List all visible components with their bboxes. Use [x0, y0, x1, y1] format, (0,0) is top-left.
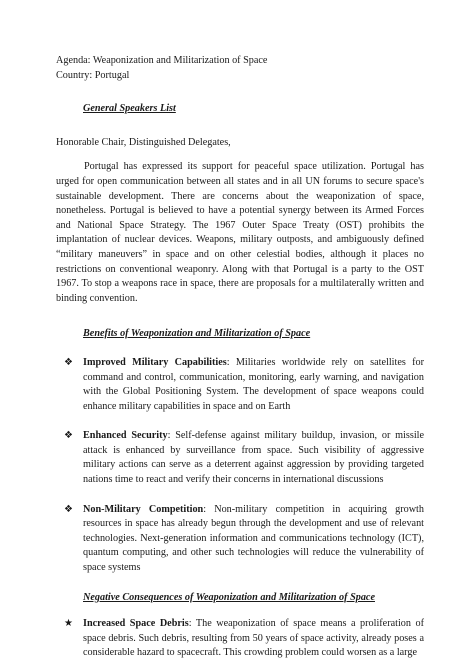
benefits-list	[56, 356, 424, 576]
negative-text: : The weaponization of space means a proliferation of space debris. Such debris, resulting from 50 years of space activity, already poses a considerable hazard to spacecraft. This crowding problem could worsen as a large	[83, 618, 424, 659]
benefit-item-enhanced-security	[56, 429, 424, 487]
country-line: Country: Portugal	[56, 69, 130, 81]
star-bullet-icon: ★	[64, 618, 73, 630]
benefit-title: Non-Military Competition	[83, 503, 204, 515]
benefits-heading: Benefits of Weaponization and Militarization of Space	[83, 328, 311, 340]
benefit-item-military-capabilities	[56, 356, 424, 414]
negatives-list	[56, 617, 424, 661]
benefit-item-non-military-competition	[56, 503, 424, 576]
diamond-bullet-icon: ❖	[64, 503, 73, 515]
agenda-line: Agenda: Weaponization and Militarization of Space	[56, 55, 268, 66]
negatives-heading: Negative Consequences of Weaponization and Militarization of Space	[83, 591, 375, 603]
benefit-text: : Non-military competition in acquiring growth resources in space has already begun through the development and use of relevant technologies. Next-generation information and communications technology (ICT), quantum computing, and other such technologies will reduce the vulnerability of space systems	[83, 503, 424, 574]
diamond-bullet-icon: ❖	[64, 430, 73, 442]
benefit-title: Enhanced Security	[83, 430, 168, 442]
intro-paragraph: Portugal has expressed its support for peaceful space utilization. Portugal has urged for open communication between all states and in all UN forums to secure space's sustainable development. There are concerns about the weaponization of space, nonetheless. Portugal is believed to have a potential synergy between its Armed Forces and National Space Strategy. The 1967 Outer Space Treaty (OST) prohibits the implantation of nuclear devices. Weapons, military outposts, and ambiguously defined “military maneuvers” in space and on other celestial bodies, although it places no restrictions on conventional weaponry. Along with that Portugal is a party to the OST 1967. To stop a weapons race in space, there are proposals for a multilaterally written and binding convention.	[56, 161, 424, 304]
general-speakers-list-heading: General Speakers List	[83, 103, 176, 115]
salutation: Honorable Chair, Distinguished Delegates,	[56, 136, 231, 148]
benefit-text: : Self-defense against military buildup, invasion, or missile attack is enhanced by surveillance from space. Such visibility of aggressive military actions can serve as a deterrent against aggression by providing targeted nations time to react and verify their concerns in international discussions	[83, 430, 424, 486]
negative-title: Increased Space Debris	[83, 618, 189, 630]
diamond-bullet-icon: ❖	[64, 356, 73, 368]
benefit-text: : Militaries worldwide rely on satellites for command and control, communication, monitoring, early warning, and navigation with the Global Positioning System. The development of space weapons could enhance military capabilities in space and on Earth	[83, 356, 424, 412]
negative-item-space-debris	[56, 617, 424, 661]
benefit-title: Improved Military Capabilities	[83, 356, 227, 368]
